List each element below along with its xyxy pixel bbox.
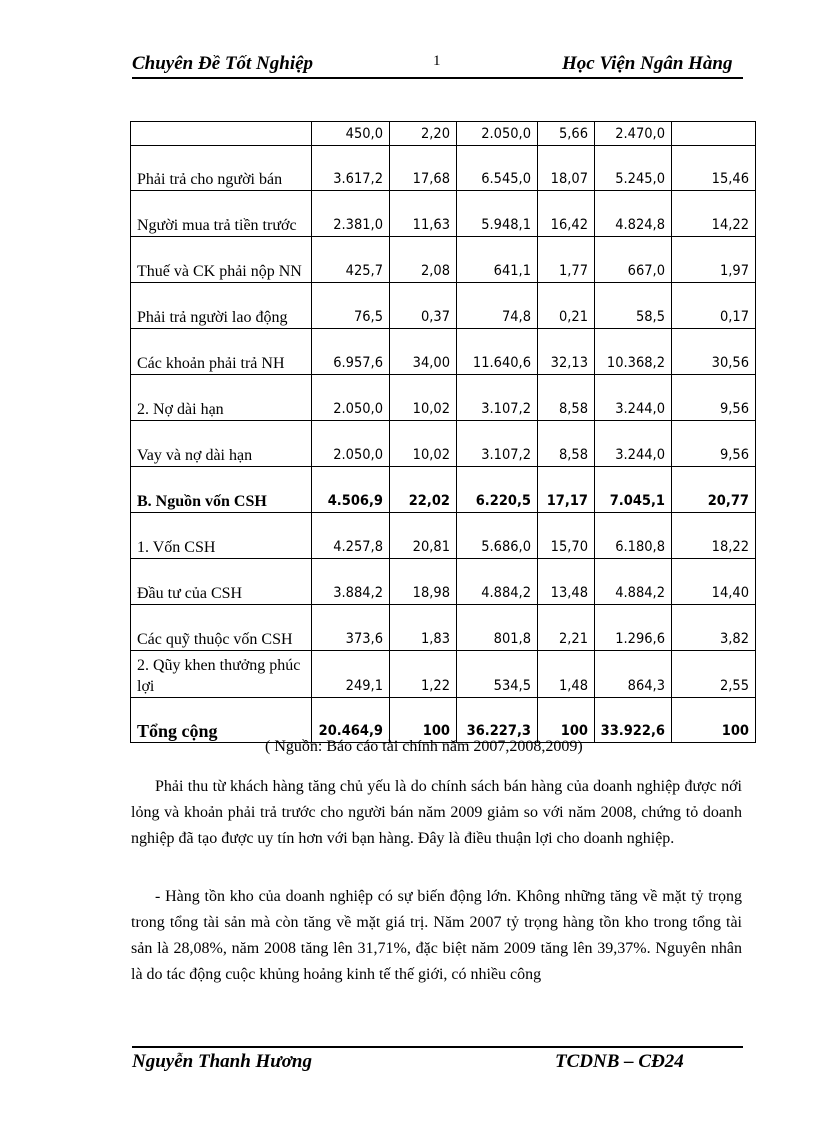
cell-2007-percent: 10,02 <box>390 421 457 467</box>
row-label: B. Nguồn vốn CSH <box>131 467 312 513</box>
table-row <box>131 698 756 743</box>
cell-2008-value: 534,5 <box>457 651 538 698</box>
cell-2008-value: 36.227,3 <box>457 698 538 743</box>
cell-2008-value: 641,1 <box>457 237 538 283</box>
row-label: Các quỹ thuộc vốn CSH <box>131 605 312 651</box>
cell-2008-percent: 1,48 <box>538 651 595 698</box>
cell-2009-value: 10.368,2 <box>595 329 672 375</box>
cell-2008-percent: 5,66 <box>538 122 595 146</box>
cell-2009-percent: 100 <box>672 698 756 743</box>
cell-2009-percent: 3,82 <box>672 605 756 651</box>
cell-2009-value: 667,0 <box>595 237 672 283</box>
cell-2008-percent: 13,48 <box>538 559 595 605</box>
cell-2007-percent: 11,63 <box>390 191 457 237</box>
table-row <box>131 651 756 698</box>
cell-2008-value: 4.884,2 <box>457 559 538 605</box>
cell-2007-value: 4.257,8 <box>312 513 390 559</box>
row-label: Vay và nợ dài hạn <box>131 421 312 467</box>
cell-2009-percent: 30,56 <box>672 329 756 375</box>
cell-2007-value: 2.050,0 <box>312 421 390 467</box>
cell-2007-percent: 34,00 <box>390 329 457 375</box>
table-row <box>131 122 756 146</box>
cell-2009-value: 3.244,0 <box>595 421 672 467</box>
cell-2007-percent: 20,81 <box>390 513 457 559</box>
header-institution: Học Viện Ngân Hàng <box>562 53 733 74</box>
row-label: Đầu tư của CSH <box>131 559 312 605</box>
row-label: Tổng cộng <box>131 698 312 743</box>
cell-2009-value: 7.045,1 <box>595 467 672 513</box>
table-row <box>131 191 756 237</box>
cell-2009-percent <box>672 122 756 146</box>
table-row <box>131 375 756 421</box>
cell-2007-value: 20.464,9 <box>312 698 390 743</box>
cell-2009-value: 3.244,0 <box>595 375 672 421</box>
table-row <box>131 513 756 559</box>
cell-2009-percent: 9,56 <box>672 421 756 467</box>
cell-2009-percent: 2,55 <box>672 651 756 698</box>
cell-2008-percent: 17,17 <box>538 467 595 513</box>
row-label: Phải trả cho người bán <box>131 146 312 191</box>
cell-2008-value: 3.107,2 <box>457 375 538 421</box>
cell-2009-value: 6.180,8 <box>595 513 672 559</box>
row-label: 2. Qũy khen thưởng phúc lợi <box>131 651 312 698</box>
cell-2009-percent: 0,17 <box>672 283 756 329</box>
cell-2008-percent: 0,21 <box>538 283 595 329</box>
cell-2007-percent: 2,08 <box>390 237 457 283</box>
row-label: Người mua trả tiền trước <box>131 191 312 237</box>
cell-2009-value: 58,5 <box>595 283 672 329</box>
cell-2008-value: 11.640,6 <box>457 329 538 375</box>
cell-2007-value: 4.506,9 <box>312 467 390 513</box>
cell-2007-value: 249,1 <box>312 651 390 698</box>
footer-author: Nguyễn Thanh Hương <box>132 1051 312 1072</box>
cell-2007-value: 425,7 <box>312 237 390 283</box>
cell-2008-percent: 1,77 <box>538 237 595 283</box>
cell-2009-value: 864,3 <box>595 651 672 698</box>
cell-2008-value: 6.545,0 <box>457 146 538 191</box>
cell-2008-percent: 18,07 <box>538 146 595 191</box>
cell-2007-percent: 100 <box>390 698 457 743</box>
table-row <box>131 329 756 375</box>
cell-2009-percent: 15,46 <box>672 146 756 191</box>
cell-2009-percent: 20,77 <box>672 467 756 513</box>
row-label: Thuế và CK phải nộp NN <box>131 237 312 283</box>
cell-2009-value: 2.470,0 <box>595 122 672 146</box>
cell-2007-value: 3.884,2 <box>312 559 390 605</box>
cell-2009-percent: 18,22 <box>672 513 756 559</box>
table-row <box>131 605 756 651</box>
cell-2008-value: 2.050,0 <box>457 122 538 146</box>
cell-2008-percent: 8,58 <box>538 375 595 421</box>
cell-2007-value: 6.957,6 <box>312 329 390 375</box>
table-row <box>131 146 756 191</box>
row-label: 1. Vốn CSH <box>131 513 312 559</box>
cell-2009-percent: 14,22 <box>672 191 756 237</box>
cell-2009-value: 5.245,0 <box>595 146 672 191</box>
cell-2008-value: 3.107,2 <box>457 421 538 467</box>
cell-2009-percent: 9,56 <box>672 375 756 421</box>
table-row <box>131 421 756 467</box>
table-row <box>131 283 756 329</box>
cell-2008-value: 801,8 <box>457 605 538 651</box>
row-label <box>131 122 312 146</box>
cell-2008-value: 5.948,1 <box>457 191 538 237</box>
cell-2008-value: 6.220,5 <box>457 467 538 513</box>
body-paragraph: - Hàng tồn kho của doanh nghiệp có sự biến động lớn. Không những tăng về mặt tỷ trọng trong tổng tài sản mà còn tăng về mặt giá trị. Năm 2007 tỷ trọng hàng tồn kho trong tổng tài sản là 28,08%, năm 2008 tăng lên 31,71%, đặc biệt năm 2009 tăng lên 39,37%. Nguyên nhân là do tác động cuộc khủng hoảng kinh tế thế giới, có nhiều công <box>131 888 742 983</box>
cell-2007-percent: 10,02 <box>390 375 457 421</box>
cell-2007-value: 450,0 <box>312 122 390 146</box>
cell-2007-percent: 17,68 <box>390 146 457 191</box>
header-rule <box>132 77 743 79</box>
cell-2008-value: 74,8 <box>457 283 538 329</box>
cell-2007-value: 2.381,0 <box>312 191 390 237</box>
page-number: 1 <box>433 53 441 69</box>
footer-rule <box>132 1046 743 1048</box>
cell-2008-percent: 16,42 <box>538 191 595 237</box>
table-row <box>131 467 756 513</box>
cell-2008-percent: 100 <box>538 698 595 743</box>
cell-2007-value: 373,6 <box>312 605 390 651</box>
cell-2008-percent: 32,13 <box>538 329 595 375</box>
row-label: Phải trả người lao động <box>131 283 312 329</box>
footer-class: TCDNB – CĐ24 <box>555 1051 684 1072</box>
row-label: 2. Nợ dài hạn <box>131 375 312 421</box>
cell-2008-value: 5.686,0 <box>457 513 538 559</box>
body-paragraph: Phải thu từ khách hàng tăng chủ yếu là do chính sách bán hàng của doanh nghiệp được nới lỏng và khoản phải trả trước cho người bán năm 2009 giảm so với năm 2008, chứng tỏ doanh nghiệp đã tạo được uy tín hơn với bạn hàng. Đây là điều thuận lợi cho doanh nghiệp. <box>131 778 742 847</box>
cell-2009-percent: 14,40 <box>672 559 756 605</box>
cell-2007-value: 3.617,2 <box>312 146 390 191</box>
cell-2007-percent: 1,22 <box>390 651 457 698</box>
cell-2008-percent: 2,21 <box>538 605 595 651</box>
cell-2007-percent: 2,20 <box>390 122 457 146</box>
balance-sheet-table <box>130 121 756 743</box>
header-title: Chuyên Đề Tốt Nghiệp <box>132 53 314 74</box>
source-note: ( Nguồn: Báo cáo tài chính năm 2007,2008,2009) <box>265 738 583 755</box>
cell-2007-value: 2.050,0 <box>312 375 390 421</box>
cell-2009-value: 33.922,6 <box>595 698 672 743</box>
cell-2007-percent: 0,37 <box>390 283 457 329</box>
table-row <box>131 559 756 605</box>
cell-2009-value: 1.296,6 <box>595 605 672 651</box>
cell-2009-percent: 1,97 <box>672 237 756 283</box>
cell-2008-percent: 15,70 <box>538 513 595 559</box>
cell-2007-percent: 22,02 <box>390 467 457 513</box>
row-label: Các khoản phải trả NH <box>131 329 312 375</box>
cell-2007-value: 76,5 <box>312 283 390 329</box>
table-row <box>131 237 756 283</box>
cell-2008-percent: 8,58 <box>538 421 595 467</box>
cell-2009-value: 4.884,2 <box>595 559 672 605</box>
cell-2007-percent: 1,83 <box>390 605 457 651</box>
cell-2007-percent: 18,98 <box>390 559 457 605</box>
cell-2009-value: 4.824,8 <box>595 191 672 237</box>
